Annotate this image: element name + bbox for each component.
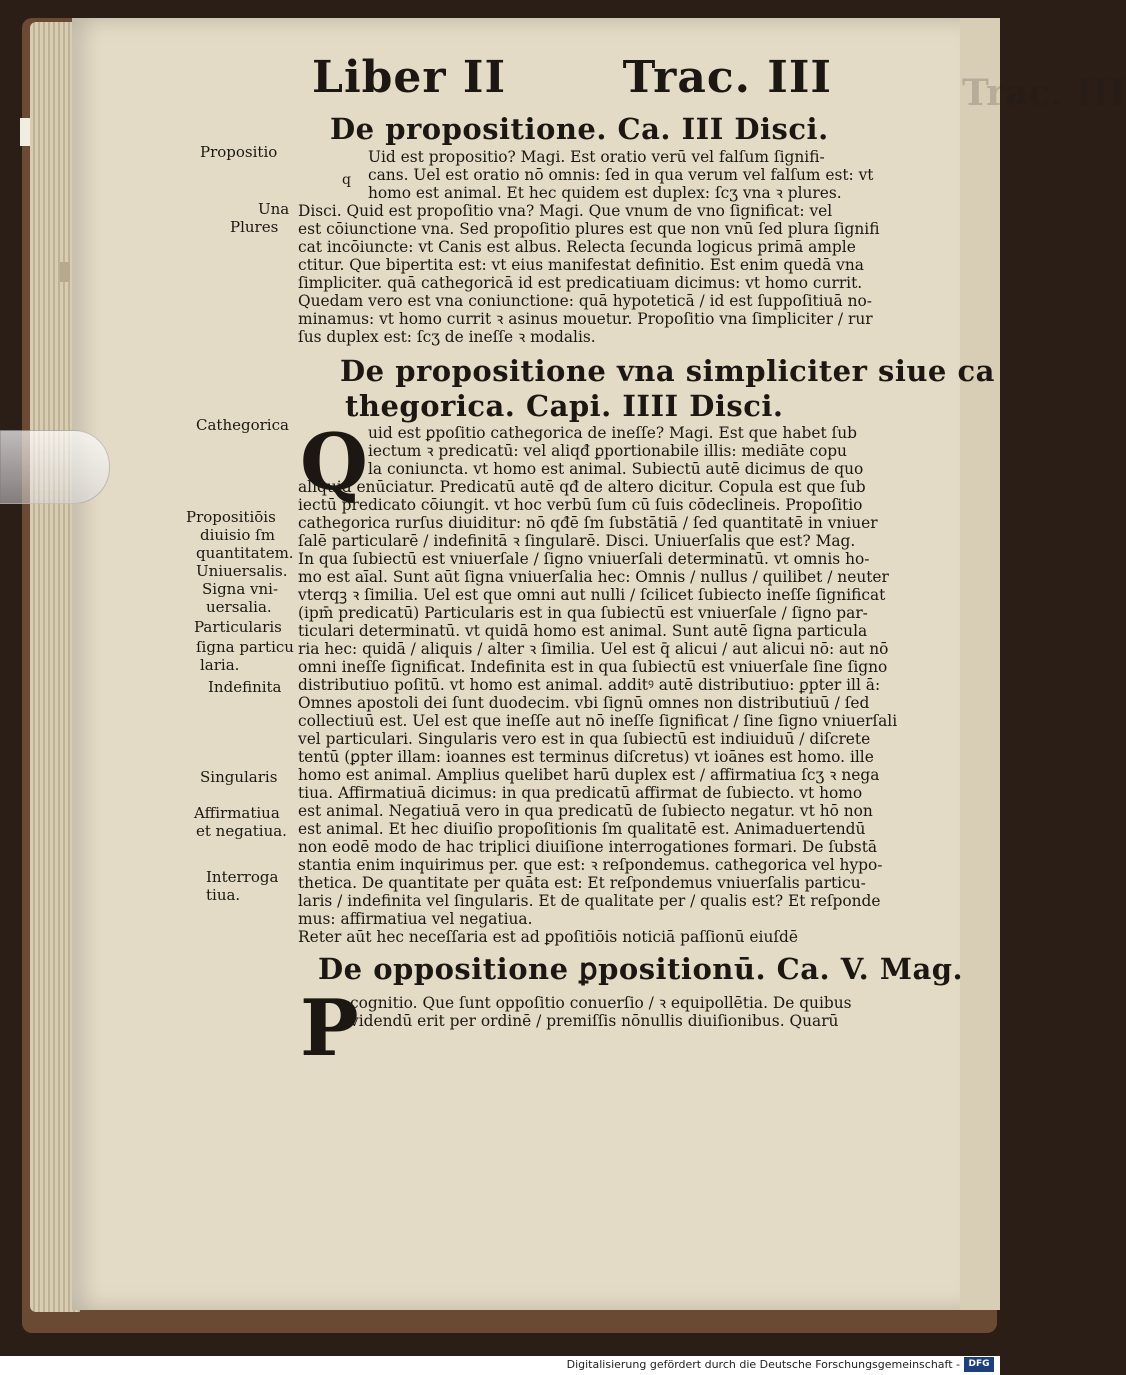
text-line: minamus: vt homo currit ꝛ asinus mouetur. Propoſitio vna ſimpliciter / rur (298, 310, 873, 328)
margin-note: Uniuersalis. (196, 562, 288, 580)
margin-note: Plures (230, 218, 279, 236)
margin-note: Propositiōis (186, 508, 276, 526)
text-line: homo est animal. Et hec quidem est duplex: ſcʒ vna ꝛ plures. (368, 184, 842, 202)
margin-note: Particularis (194, 618, 282, 636)
text-line: iectum ꝛ predicatū: vel aliqđ ꝑportionabile illis: mediāte copu (368, 442, 847, 460)
text-line: ſus duplex est: ſcʒ de ineſſe ꝛ modalis. (298, 328, 596, 346)
margin-note: Singularis (200, 768, 278, 786)
text-line: est animal. Et hec diuiſio propoſitionis ſm qualitatē est. Animaduertendū (298, 820, 866, 838)
text-line: Omnes apostoli dei ſunt duodecim. vbi ſignū omnes non distributiuū / ſed (298, 694, 870, 712)
text-line: cans. Uel est oratio nō omnis: ſed in qua verum vel falſum est: vt (368, 166, 874, 184)
text-line: vterqꝫ ꝛ ſimilia. Uel est que omni aut nulli / ſcilicet ſubiecto ineſſe ſignificat (298, 586, 886, 604)
text-line: ſalē particularē / indefinitā ꝛ ſingularē. Disci. Uniuerſalis que est? Mag. (298, 532, 856, 550)
chapter-heading-4-line1: De propositione vna simpliciter siue ca (340, 354, 995, 388)
text-line: (ipm̄ predicatū) Particularis est in qua ſubiectū est vniuerſale / ſigno par- (298, 604, 868, 622)
text-line: homo est animal. Amplius quelibet harū duplex est / affirmatiua ſcʒ ꝛ nega (298, 766, 880, 784)
text-line: est cōiunctione vna. Sed propoſitio plures est que non vnū ſed plura ſignifi (298, 220, 880, 238)
running-head-right: Trac. III (622, 52, 832, 103)
paper-marker (20, 118, 30, 146)
margin-note: quantitatem. (196, 544, 294, 562)
text-line: collectiuū est. Uel est que ineſſe aut nō ineſſe ſignificat / ſine ſigno vniuerſali (298, 712, 898, 730)
text-line: mus: affirmatiua vel negatiua. (298, 910, 533, 928)
margin-note: et negatiua. (196, 822, 287, 840)
text-line: ria hec: quidā / aliquis / alter ꝛ ſimilia. Uel est q̄ alicui / aut alicui nō: aut nō (298, 640, 889, 658)
transparent-clip (0, 430, 110, 504)
running-head (312, 52, 832, 103)
text-line: la coniuncta. vt homo est animal. Subiectū autē dicimus de quo (368, 460, 864, 478)
margin-note: laria. (200, 656, 240, 674)
text-line: cathegorica rurſus diuiditur: nō qđē ſm ſubstātiā / ſed quantitatē in vniuer (298, 514, 878, 532)
paper-marker (60, 262, 70, 282)
text-line: ſimpliciter. quā cathegoricā id est predicatiuam dicimus: vt homo currit. (298, 274, 863, 292)
text-line: Quedam vero est vna coniunctione: quā hypoteticā / id est ſuppoſitiuā no- (298, 292, 873, 310)
text-line: Disci. Quid est propoſitio vna? Magi. Que vnum de vno ſignificat: vel (298, 202, 833, 220)
initial-q-small: q (342, 172, 351, 188)
text-line: tiua. Affirmatiuā dicimus: in qua predicatū affirmat de ſubiecto. vt homo (298, 784, 863, 802)
dfg-logo: DFG (964, 1357, 994, 1372)
text-line: non eodē modo de hac triplici diuiſione interrogationes formari. De ſubstā (298, 838, 878, 856)
initial-q-large: Q (300, 417, 368, 508)
margin-note: uersalia. (206, 598, 272, 616)
margin-note: tiua. (206, 886, 241, 904)
text-line: mo est aīal. Sunt aūt ſigna vniuerſalia hec: Omnis / nullus / quilibet / neuter (298, 568, 889, 586)
text-line: distributiuo poſitū. vt homo est animal. additꝰ autē distributiuo: ꝑpter ill ā: (298, 676, 881, 694)
funding-credit: Digitalisierung gefördert durch die Deutsche Forschungsgemeinschaft - (566, 1358, 960, 1371)
text-line: cognitio. Que ſunt oppoſitio conuerſio / ꝛ equipollētia. De quibus (350, 994, 852, 1012)
margin-note: Affirmatiua (194, 804, 280, 822)
margin-note: Una (258, 200, 290, 218)
text-line: uid est ꝑpoſitio cathegorica de ineſſe? Magi. Est que habet ſub (368, 424, 858, 442)
running-head-left: Liber II (312, 52, 507, 103)
text-line: aliquid enūciatur. Predicatū autē qđ de altero dicitur. Copula est que ſub (298, 478, 866, 496)
text-line: ticulari determinatū. vt quidā homo est animal. Sunt autē ſigna particula (298, 622, 868, 640)
text-line: vel particulari. Singularis vero est in qua ſubiectū est indiuiduū / diſcrete (298, 730, 871, 748)
text-line: cat incōiuncte: vt Canis est albus. Relecta ſecunda logicus primā ample (298, 238, 856, 256)
margin-note: Interroga (206, 868, 279, 886)
chapter-heading-3: De propositione. Ca. III Disci. (330, 112, 829, 146)
text-line: Reter aūt hec neceſſaria est ad ꝑpoſitiōis noticiā paſſionū eiuſdē (298, 928, 799, 946)
text-line: ctitur. Que bipertita est: vt eius manifestat definitio. Est enim quedā vna (298, 256, 864, 274)
initial-p-large: P (300, 983, 359, 1074)
text-line: In qua ſubiectū est vniuerſale / ſigno vniuerſali determinatū. vt omnis ho- (298, 550, 870, 568)
margin-note: Signa vni- (202, 580, 279, 598)
margin-note: ſigna particu (196, 638, 294, 656)
text-line: thetica. De quantitate per quāta est: Et reſpondemus vniuerſalis particu- (298, 874, 866, 892)
chapter-heading-4-line2: thegorica. Capi. IIII Disci. (345, 389, 784, 423)
margin-note: Cathegorica (196, 416, 289, 434)
text-line: laris / indefinita vel ſingularis. Et de qualitate per / qualis est? Et reſponde (298, 892, 881, 910)
text-line: videndū erit per ordinē / premiſſis nōnullis diuiſionibus. Quarū (350, 1012, 839, 1030)
text-line: tentū (ꝑpter illam: ioannes est terminus diſcretus) vt ioānes est homo. ille (298, 748, 874, 766)
text-line: stantia enim inquirimus per. que est: ꝛ reſpondemus. cathegorica vel hypo- (298, 856, 883, 874)
text-line: Uid est propositio? Magi. Est oratio verū vel falſum ſignifi- (368, 148, 825, 166)
chapter-heading-5: De oppositione ꝑpositionū. Ca. V. Mag. (318, 952, 964, 986)
text-line: omni ineſſe ſignificat. Indefinita est in qua ſubiectū est vniuerſale ſine ſigno (298, 658, 888, 676)
margin-note: diuisio ſm (200, 526, 275, 544)
text-line: iectū predicato cōiungit. vt hoc verbū ſum cū ſuis cōdeclineis. Propoſitio (298, 496, 863, 514)
margin-note: Propositio (200, 143, 278, 161)
text-line: est animal. Negatiuā vero in qua predicatū de ſubiecto negatur. vt hō non (298, 802, 873, 820)
facing-page-ghost-text: Trac. III (962, 72, 1126, 114)
margin-note: Indefinita (208, 678, 282, 696)
